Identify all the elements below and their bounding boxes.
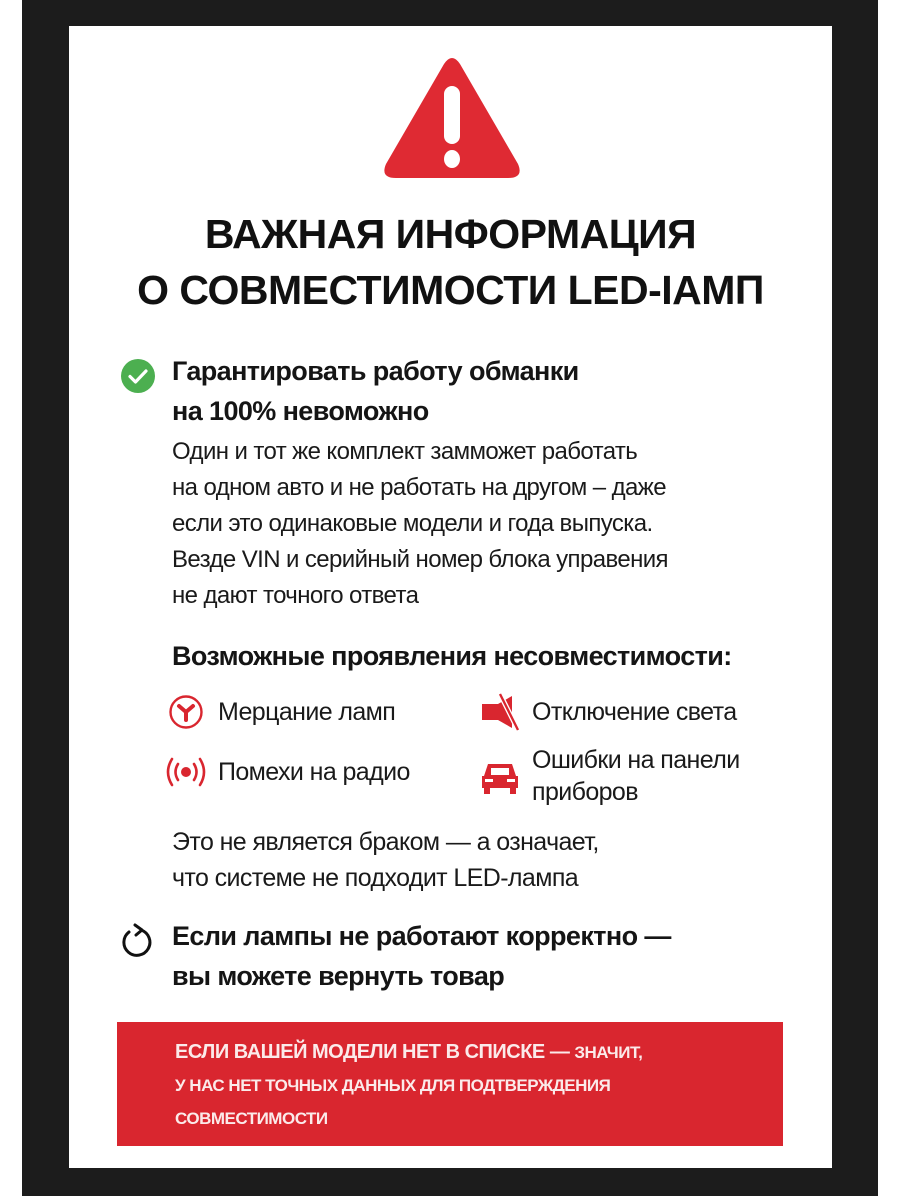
issue-light-off [478,692,737,732]
title-line-2: О СОВМЕСТИМОСТИ LED-IАМП [137,267,764,313]
paragraph-line: на одном авто и не работать на другом – даже [172,474,666,501]
guarantee-paragraph [172,434,668,614]
return-policy [172,916,671,996]
warning-banner-text [175,1036,642,1135]
issue-label-line-2: приборов [532,778,638,806]
banner-line-3: СОВМЕСТИМОСТИ [175,1109,328,1128]
car-icon [478,760,522,796]
banner-line-1-small: ЗНАЧИТ, [574,1043,643,1062]
paragraph-line: Везде VIN и серийный номер блока управения [172,546,668,573]
issue-label: Отключение света [532,698,737,726]
return-policy-line-1: Если лампы не работают корректно — [172,921,671,951]
flicker-icon [168,694,204,730]
refresh-icon [119,922,155,958]
page-title [69,206,832,318]
guarantee-heading-line-2: на 100% невоможно [172,396,429,426]
paragraph-line: Один и тот же комплект замможет работать [172,438,638,465]
paragraph-line: не дают точного ответа [172,582,419,609]
light-off-icon [478,692,522,732]
issue-label: Помехи на радио [218,758,410,786]
guarantee-heading [172,351,579,431]
title-line-1: ВАЖНАЯ ИНФОРМАЦИЯ [204,211,697,257]
banner-line-1-main: ЕСЛИ ВАШЕЙ МОДЕЛИ НЕТ В СПИСКЕ — [175,1041,575,1063]
banner-line-1 [175,1036,642,1069]
paragraph-line: если это одинаковые модели и года выпуска. [172,510,653,537]
return-policy-line-2: вы можете вернуть товар [172,961,505,991]
banner-line-2: У НАС НЕТ ТОЧНЫХ ДАННЫХ ДЛЯ ПОДТВЕРЖДЕНИЯ [175,1076,611,1095]
incompatibility-note [172,824,599,896]
note-line: Это не является браком — а означает, [172,828,599,856]
note-line: что системе не подходит LED-лампа [172,864,579,892]
issue-dashboard-errors [478,744,740,808]
warning-triangle-icon [382,56,522,182]
check-circle-icon [120,358,156,394]
issue-radio [164,752,410,792]
radio-signal-icon [164,754,208,790]
issue-label-line-1: Ошибки на панели [532,746,740,774]
issue-flicker [164,692,395,732]
guarantee-heading-line-1: Гарантировать работу обманки [172,356,579,386]
issue-label [532,744,740,808]
issue-label: Мерцание ламп [218,698,396,726]
incompatibility-heading: Возможные проявления несовместимости: [172,641,732,671]
